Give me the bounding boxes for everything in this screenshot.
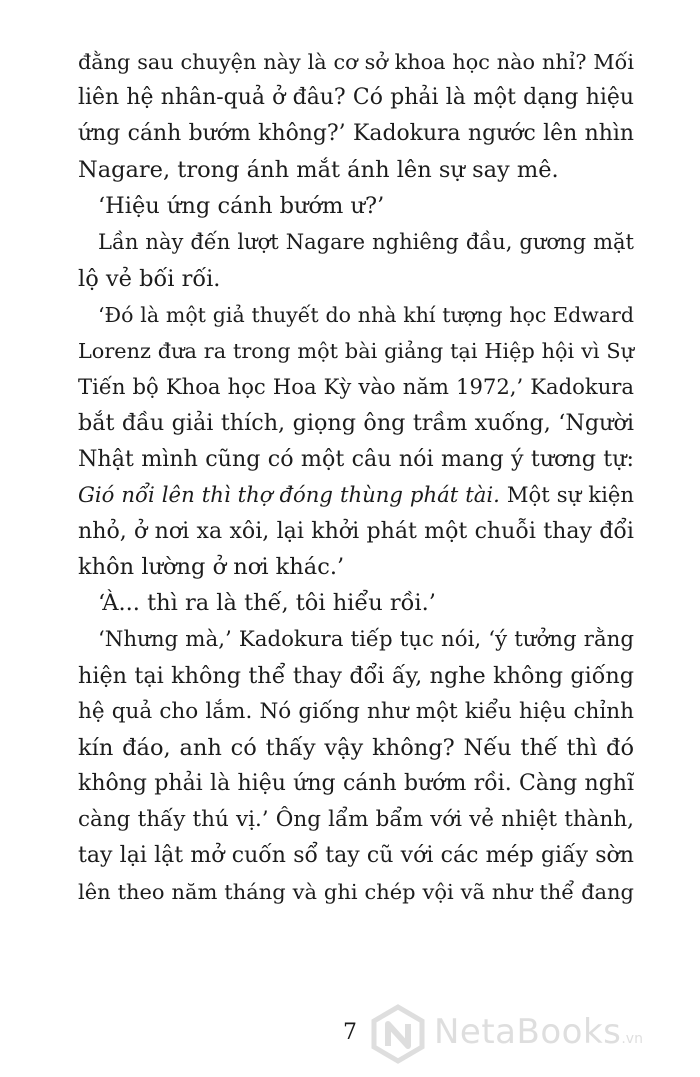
text-line: ứng cánh bướm không?’ Kadokura ngước lên nhìn [78,121,634,147]
text-line: không phải là hiệu ứng cánh bướm rồi. Càng nghĩ [78,770,634,796]
text-line: đằng sau chuyện này là cơ sở khoa học nào nhỉ? Mối [78,50,634,74]
text-line: hệ quả cho lắm. Nó giống như một kiểu hiệu chỉnh [78,698,634,724]
text-line: khôn lường ở nơi khác.’ [78,554,345,581]
text-line: càng thấy thú vị.’ Ông lẩm bẩm với vẻ nhiệt thành, [78,806,634,832]
text-line: nhỏ, ở nơi xa xôi, lại khởi phát một chuỗi thay đổi [78,518,634,545]
text-line: kín đáo, anh có thấy vậy không? Nếu thế thì đó [78,734,634,761]
text-line: Nhật mình cũng có một câu nói mang ý tương tự: [78,446,634,473]
text-line: Nagare, trong ánh mắt ánh lên sự say mê. [78,157,559,184]
text-line: lên theo năm tháng và ghi chép vội vã như thể đang [78,880,634,905]
italic-phrase: Gió nổi lên thì thợ đóng thùng phát tài. [78,482,500,508]
watermark-text [434,1012,643,1052]
watermark-suffix: .vn [621,1031,643,1047]
text-line [78,477,634,513]
text-line: Tiến bộ Khoa học Hoa Kỳ vào năm 1972,’ Kadokura [78,373,634,399]
text-line: liên hệ nhân-quả ở đâu? Có phải là một dạng hiệu [78,85,634,111]
body-text [78,44,634,910]
text-line: hiện tại không thể thay đổi ấy, nghe không giống [78,662,634,689]
text-line: tay lại lật mở cuốn sổ tay cũ với các mép giấy sờn [78,843,634,869]
line-text: Một sự kiện [499,482,635,508]
netabooks-logo-icon [368,1004,428,1064]
text-line: ‘À... thì ra là thế, tôi hiểu rồi.’ [98,590,436,617]
text-line: Lorenz đưa ra trong một bài giảng tại Hiệp hội vì Sự [78,338,634,363]
text-line: Lần này đến lượt Nagare nghiêng đầu, gương mặt [98,229,634,255]
text-line: ‘Nhưng mà,’ Kadokura tiếp tục nói, ‘ý tưởng rằng [98,626,634,652]
netabooks-watermark [368,1004,693,1064]
watermark-brand: NetaBooks [434,1012,622,1052]
page-number: 7 [343,1020,357,1045]
text-line: ‘Đó là một giả thuyết do nhà khí tượng học Edward [98,302,634,327]
text-line: ‘Hiệu ứng cánh bướm ư?’ [98,193,385,220]
text-line: bắt đầu giải thích, giọng ông trầm xuống, ‘Người [78,409,634,436]
text-line: lộ vẻ bối rối. [78,265,221,292]
